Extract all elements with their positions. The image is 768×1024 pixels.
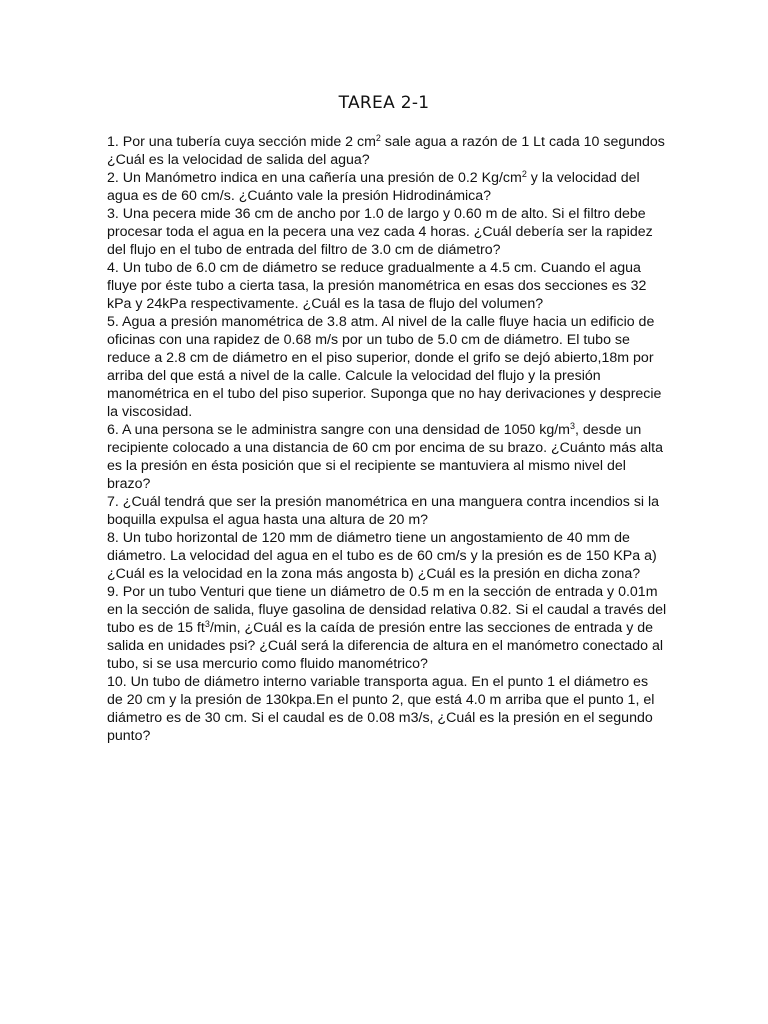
problem-3: 3. Una pecera mide 36 cm de ancho por 1.0 de largo y 0.60 m de alto. Si el filtro debe procesar toda el agua en la pecera una vez cada 4 horas. ¿Cuál debería ser la rapidez del flujo en el tubo de entrada del filtro de 3.0 cm de diámetro? [107, 206, 653, 258]
problem-8: 8. Un tubo horizontal de 120 mm de diámetro tiene un angostamiento de 40 mm de diámetro. La velocidad del agua en el tubo es de 60 cm/s y la presión es de 150 KPa a) ¿Cuál es la velocidad en la zona más angosta b) ¿Cuál es la presión en dicha zona? [107, 530, 657, 582]
problem-1-text-a: 1. Por una tubería cuya sección mide 2 cm [107, 134, 376, 150]
problem-6-superscript: 3 [569, 421, 575, 431]
problem-6-text-b: , desde un recipiente colocado a una distancia de 60 cm por encima de su brazo. ¿Cuánto más alta es la presión en ésta posición que si el recipiente se mantuviera al mismo nivel del brazo? [107, 422, 663, 492]
problem-6-text-a: 6. A una persona se le administra sangre con una densidad de 1050 kg/m [107, 422, 570, 438]
problem-5: 5. Agua a presión manométrica de 3.8 atm. Al nivel de la calle fluye hacia un edificio de oficinas con una rapidez de 0.68 m/s por un tubo de 5.0 cm de diámetro. El tubo se reduce a 2.8 cm de diámetro en el piso superior, donde el grifo se dejó abierto,18m por arriba del que está a nivel de la calle. Calcule la velocidad del flujo y la presión manométrica en el tubo del piso superior. Suponga que no hay derivaciones y desprecie la viscosidad. [107, 314, 662, 420]
problem-1-text-b: sale agua a razón de 1 Lt cada 10 segundos ¿Cuál es la velocidad de salida del agua? [107, 134, 665, 168]
problem-9-text-b: /min, ¿Cuál es la caída de presión entre las secciones de entrada y de salida en unidades psi? ¿Cuál será la diferencia de altura en el manómetro conectado al tubo, si se usa mercurio como fluido manométrico? [107, 620, 664, 672]
problem-1-superscript: 2 [375, 133, 381, 143]
problem-6 [107, 421, 667, 493]
problem-2-text-b: y la velocidad del agua es de 60 cm/s. ¿Cuánto vale la presión Hidrodinámica? [107, 170, 640, 204]
problem-9-text-a: 9. Por un tubo Venturi que tiene un diámetro de 0.5 m en la sección de entrada y 0.01m en la sección de salida, fluye gasolina de densidad relativa 0.82. Si el caudal a través del tubo es de 15 ft [107, 584, 667, 636]
document-title: TAREA 2-1 [338, 93, 430, 113]
problem-list [107, 133, 667, 745]
problem-2-text-a: 2. Un Manómetro indica en una cañería una presión de 0.2 Kg/cm [107, 170, 522, 186]
problem-9-superscript: 3 [204, 619, 210, 629]
problem-2 [107, 169, 667, 205]
problem-7: 7. ¿Cuál tendrá que ser la presión manométrica en una manguera contra incendios si la boquilla expulsa el agua hasta una altura de 20 m? [107, 494, 660, 528]
problem-4: 4. Un tubo de 6.0 cm de diámetro se reduce gradualmente a 4.5 cm. Cuando el agua fluye por éste tubo a cierta tasa, la presión manométrica en esas dos secciones es 32 kPa y 24kPa respectivamente. ¿Cuál es la tasa de flujo del volumen? [107, 260, 647, 312]
problem-9 [107, 583, 667, 673]
problem-10: 10. Un tubo de diámetro interno variable transporta agua. En el punto 1 el diámetro es de 20 cm y la presión de 130kpa.En el punto 2, que está 4.0 m arriba que el punto 1, el diámetro es de 30 cm. Si el caudal es de 0.08 m3/s, ¿Cuál es la presión en el segundo punto? [107, 674, 655, 744]
problem-1 [107, 133, 667, 169]
problem-2-superscript: 2 [521, 169, 527, 179]
